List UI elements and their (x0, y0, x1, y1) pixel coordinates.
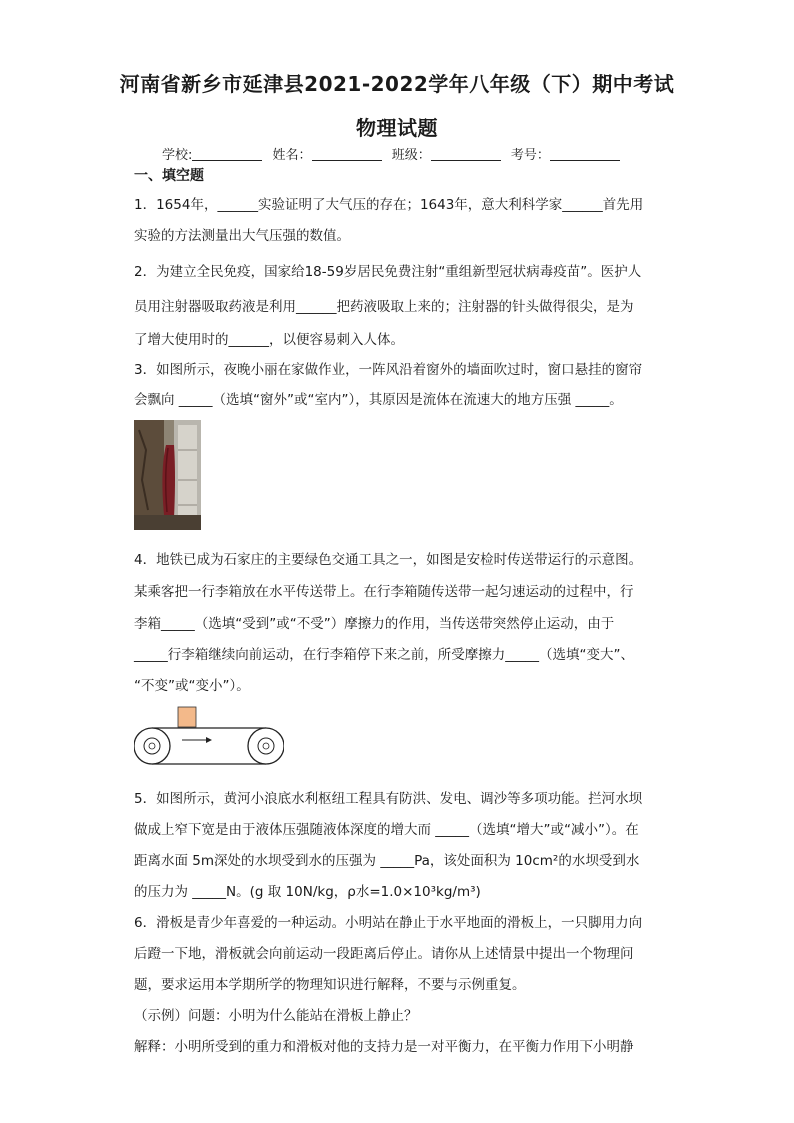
q6-line2: 后蹬一下地，滑板就会向前运动一段距离后停止。请你从上述情景中提出一个物理问 (134, 946, 634, 962)
section-title: 一、填空题 (134, 168, 204, 184)
class-blank[interactable] (431, 148, 501, 161)
exam-subtitle: 物理试题 (356, 116, 438, 140)
q5-line3: 距离水面 5m深处的水坝受到水的压强为 _____Pa，该处面积为 10cm²的水坝受到水 (134, 853, 640, 869)
q6-explanation: 解释：小明所受到的重力和滑板对他的支持力是一对平衡力，在平衡力作用下小明静 (134, 1039, 634, 1055)
q5-line4: 的压力为 _____N。(g 取 10N/kg，ρ水=1.0×10³kg/m³) (134, 884, 481, 900)
number-blank[interactable] (550, 148, 620, 161)
q1-line2: 实验的方法测量出大气压强的数值。 (134, 228, 350, 244)
q4-line3: 李箱_____（选填“受到”或“不受”）摩擦力的作用，当传送带突然停止运动，由于 (134, 616, 615, 632)
q5-line2: 做成上窄下宽是由于液体压强随液体深度的增大而 _____（选填“增大”或“减小”）。在 (134, 822, 639, 838)
q6-example: （示例）问题：小明为什么能站在滑板上静止？ (134, 1008, 418, 1024)
q2-line1: 2．为建立全民免疫，国家给18-59岁居民免费注射“重组新型冠状病毒疫苗”。医护人 (134, 264, 642, 280)
q6-line3: 题，要求运用本学期所学的物理知识进行解释，不要与示例重复。 (134, 977, 526, 993)
name-label: 姓名： (272, 148, 312, 163)
student-info-row (162, 144, 626, 163)
q2-line3: 了增大使用时的______，以便容易刺入人体。 (134, 332, 404, 348)
q1-line1: 1．1654年，______实验证明了大气压的存在；1643年，意大利科学家______首先用 (134, 197, 644, 213)
q4-line2: 某乘客把一行李箱放在水平传送带上。在行李箱随传送带一起匀速运动的过程中，行 (134, 584, 634, 600)
school-label: 学校: (162, 148, 193, 163)
q4-line4: _____行李箱继续向前运动，在行李箱停下来之前，所受摩擦力_____（选填“变大”、 (134, 647, 634, 663)
q2-line2: 员用注射器吸取药液是利用______把药液吸取上来的；注射器的针头做得很尖，是为 (134, 299, 634, 315)
q6-line1: 6．滑板是青少年喜爱的一种运动。小明站在静止于水平地面的滑板上，一只脚用力向 (134, 915, 643, 931)
q5-line1: 5．如图所示，黄河小浪底水利枢纽工程具有防洪、发电、调沙等多项功能。拦河水坝 (134, 791, 643, 807)
name-blank[interactable] (312, 148, 382, 161)
number-label: 考号： (510, 148, 550, 163)
q3-line2: 会飘向 _____（选填“窗外”或“室内”），其原因是流体在流速大的地方压强 _____。 (134, 392, 623, 408)
conveyor-belt-diagram (134, 705, 284, 765)
school-blank[interactable] (192, 148, 262, 161)
class-label: 班级： (391, 148, 431, 163)
exam-title: 河南省新乡市延津县2021-2022学年八年级（下）期中考试 (119, 72, 675, 96)
q4-line5: “不变”或“变小”）。 (134, 678, 250, 694)
q4-line1: 4．地铁已成为石家庄的主要绿色交通工具之一，如图是安检时传送带运行的示意图。 (134, 552, 643, 568)
window-curtain-photo (134, 420, 201, 530)
q3-line1: 3．如图所示，夜晚小丽在家做作业，一阵风沿着窗外的墙面吹过时，窗口悬挂的窗帘 (134, 362, 643, 378)
